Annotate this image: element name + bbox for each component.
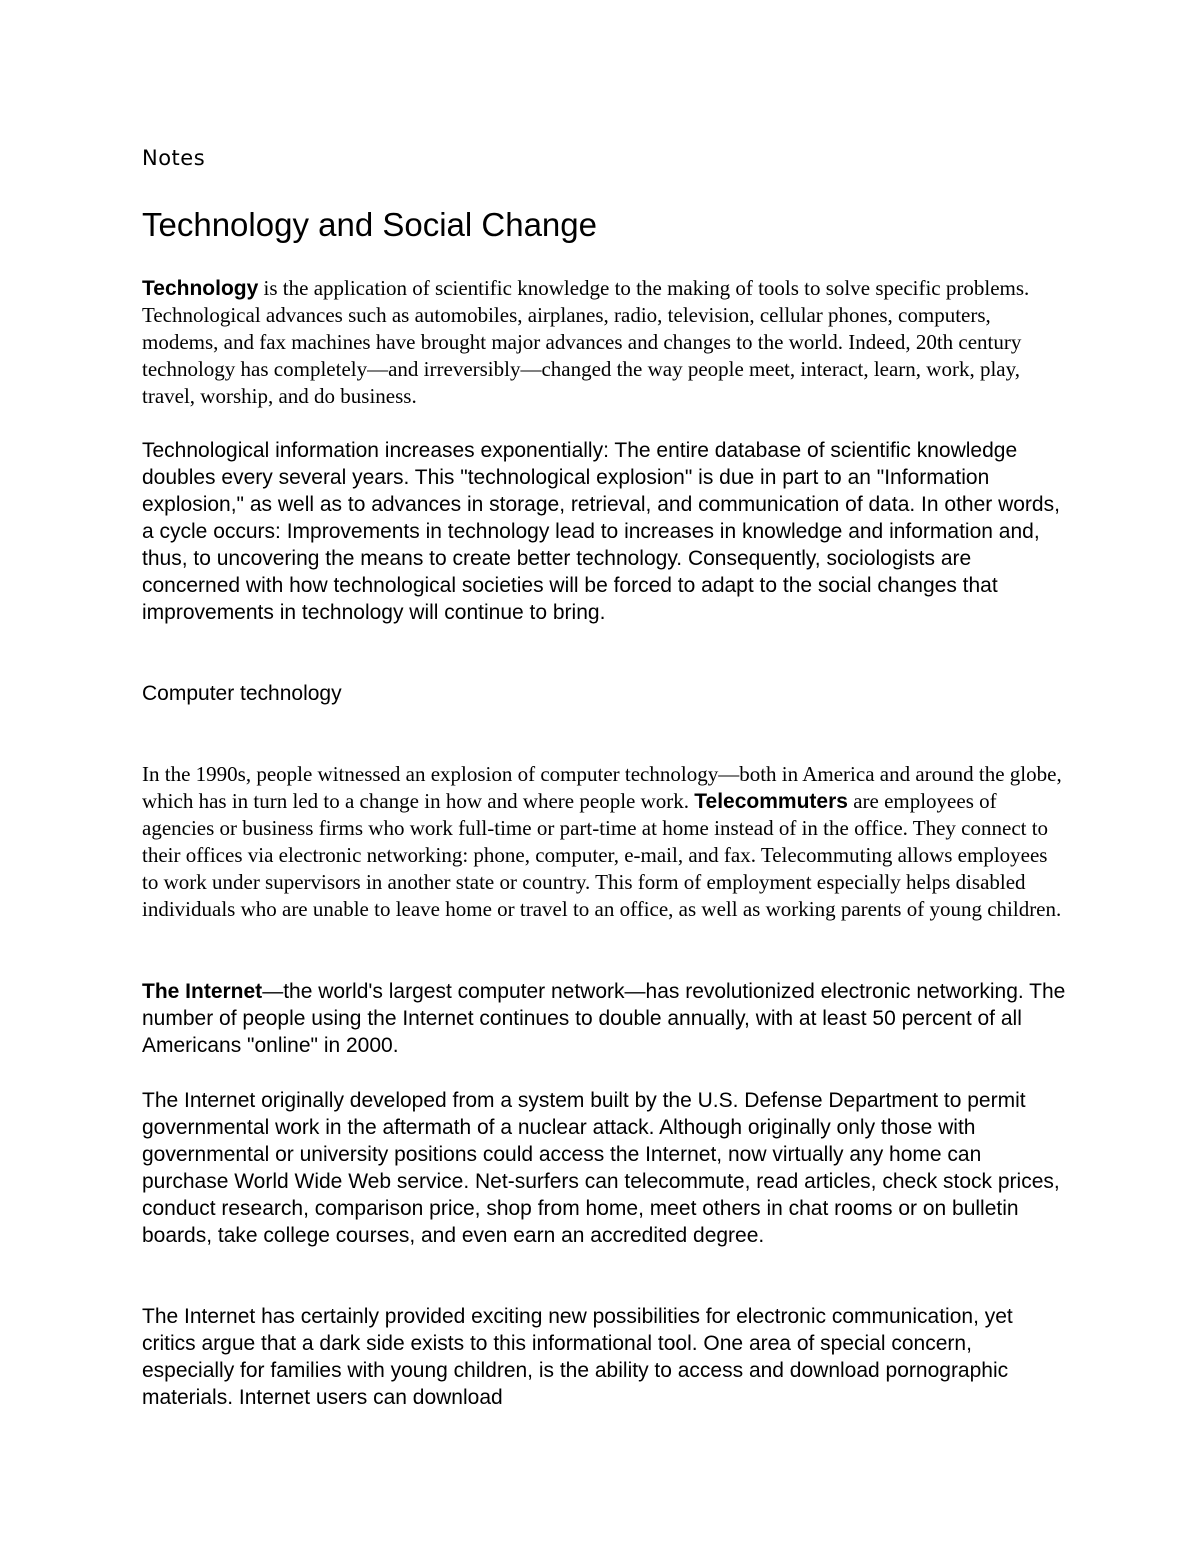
term-telecommuters: Telecommuters — [694, 790, 848, 813]
paragraph-text: In the 1990s, people witnessed an explosion of computer technology—both in America and around the globe, which has in turn led to a change in how and where people work. — [142, 762, 1062, 813]
paragraph-internet-origins: The Internet originally developed from a system built by the U.S. Defense Department to permit governmental work in the aftermath of a nuclear attack. Although originally only those with governmental or university positions could access the Internet, now virtually any home can purchase World Wide Web service. Net-surfers can telecommute, read articles, check stock prices, conduct research, comparison price, shop from home, meet others in chat rooms or on bulletin boards, take college courses, and even earn an accredited degree. — [142, 1089, 1060, 1247]
paragraph-text: —the world's largest computer network—has revolutionized electronic networking. The number of people using the Internet continues to double annually, with at least 50 percent of all Americans "online" in 2000. — [142, 980, 1066, 1057]
term-technology: Technology — [142, 277, 259, 300]
paragraph-text: are employees of agencies or business firms who work full-time or part-time at home instead of in the office. They connect to their offices via electronic networking: phone, computer, e-mail, and fax. Telecommuting allows employees to work under supervisors in another state or country. This form of employment especially helps disabled individuals who are unable to leave home or travel to an office, as well as working parents of young children. — [142, 789, 1062, 921]
paragraph-information-explosion: Technological information increases exponentially: The entire database of scientific knowledge doubles every several years. This "technological explosion" is due in part to an "Information explosion," as well as to advances in storage, retrieval, and communication of data. In other words, a cycle occurs: Improvements in technology lead to increases in knowledge and information and, thus, to uncovering the means to create better technology. Consequently, sociologists are concerned with how technological societies will be forced to adapt to the social changes that improvements in technology will continue to bring. — [142, 439, 1060, 624]
paragraph-text: is the application of scientific knowledge to the making of tools to solve specific problems. Technological advances such as automobiles, airplanes, radio, television, cellular phones, computers, modems, and fax machines have brought major advances and changes to the world. Indeed, 20th century technology has completely—and irreversibly—changed the way people meet, interact, learn, work, play, travel, worship, and do business. — [142, 276, 1030, 408]
paragraph-internet-definition — [142, 978, 1067, 1059]
subheading-computer-technology: Computer technology — [142, 682, 342, 705]
paragraph-internet-dark-side: The Internet has certainly provided exciting new possibilities for electronic communication, yet critics argue that a dark side exists to this informational tool. One area of special concern, especially for families with young children, is the ability to access and download pornographic materials. Internet users can download — [142, 1305, 1013, 1409]
document-title: Technology and Social Change — [142, 206, 597, 243]
notes-label: Notes — [142, 146, 206, 170]
paragraph-technology-definition — [142, 275, 1067, 410]
term-internet: The Internet — [142, 980, 263, 1003]
paragraph-telecommuters — [142, 761, 1067, 923]
